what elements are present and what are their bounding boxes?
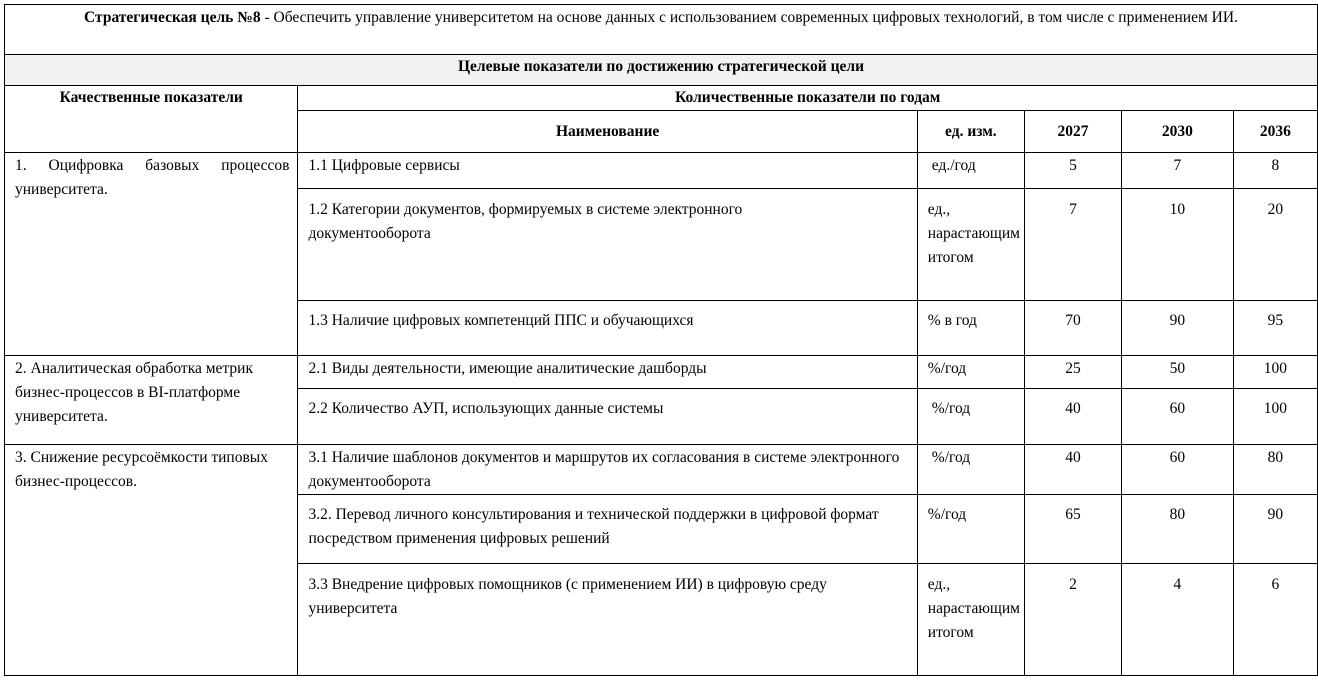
indicator-unit: %/год [917,356,1024,389]
value-2030: 50 [1121,356,1233,389]
value-2030: 4 [1121,564,1233,676]
header-name: Наименование [298,111,917,153]
value-2027: 7 [1024,189,1121,301]
value-2030: 10 [1121,189,1233,301]
value-2036: 6 [1233,564,1317,676]
header-year-2027: 2027 [1024,111,1121,153]
section-title: Целевые показатели по достижению стратегической цели [5,55,1318,86]
indicator-unit: %/год [917,389,1024,445]
value-2027: 70 [1024,301,1121,356]
section-title-row [5,55,1318,86]
value-2030: 90 [1121,301,1233,356]
goal-row [5,5,1318,55]
table-row [5,356,1318,389]
goal-cell [5,5,1318,55]
header-unit: ед. изм. [917,111,1024,153]
qualitative-indicator-1-line1: 1. Оцифровка базовых процессов [15,157,290,174]
value-2027: 2 [1024,564,1121,676]
value-2036: 100 [1233,356,1317,389]
value-2027: 5 [1024,153,1121,189]
indicator-unit: ед./год [917,153,1024,189]
indicator-name: 3.1 Наличие шаблонов документов и маршрутов их согласования в системе электронного документооборота [298,445,917,495]
indicator-name: 1.2 Категории документов, формируемых в системе электронного документооборота [298,189,917,301]
indicator-name: 3.3 Внедрение цифровых помощников (с применением ИИ) в цифровую среду университета [298,564,917,676]
value-2036: 100 [1233,389,1317,445]
value-2027: 25 [1024,356,1121,389]
header-year-2030: 2030 [1121,111,1233,153]
goal-separator: - [260,9,274,26]
indicator-name: 2.2 Количество АУП, использующих данные системы [298,389,917,445]
indicator-unit: ед., нарастающим итогом [917,564,1024,676]
header-year-2036: 2036 [1233,111,1317,153]
value-2030: 80 [1121,495,1233,564]
value-2027: 65 [1024,495,1121,564]
header-qualitative: Качественные показатели [5,86,298,153]
header-quantitative: Количественные показатели по годам [298,86,1318,111]
indicator-name: 1.1 Цифровые сервисы [298,153,917,189]
goal-label: Стратегическая цель №8 [84,9,261,26]
value-2027: 40 [1024,445,1121,495]
qualitative-indicator-2: 2. Аналитическая обработка метрик бизнес-процессов в BI-платформе университета. [5,356,298,445]
value-2036: 8 [1233,153,1317,189]
indicator-name: 3.2. Перевод личного консультирования и технической поддержки в цифровой формат посредством применения цифровых решений [298,495,917,564]
value-2030: 60 [1121,389,1233,445]
goal-text: Обеспечить управление университетом на основе данных с использованием современных цифровых технологий, в том числе с применением ИИ. [273,9,1238,26]
qualitative-indicator-3: 3. Снижение ресурсоёмкости типовых бизнес-процессов. [5,445,298,676]
table-row [5,153,1318,189]
value-2027: 40 [1024,389,1121,445]
indicator-unit: %/год [917,445,1024,495]
indicator-unit: % в год [917,301,1024,356]
indicator-name: 1.3 Наличие цифровых компетенций ППС и обучающихся [298,301,917,356]
indicator-unit: ед., нарастающим итогом [917,189,1024,301]
header-row-1 [5,86,1318,111]
value-2036: 95 [1233,301,1317,356]
strategic-goal-table [4,4,1318,676]
indicator-unit: %/год [917,495,1024,564]
qualitative-indicator-1-line2: университета. [15,181,108,198]
value-2030: 7 [1121,153,1233,189]
value-2036: 90 [1233,495,1317,564]
value-2030: 60 [1121,445,1233,495]
qualitative-indicator-1 [5,153,298,356]
table-row [5,445,1318,495]
value-2036: 80 [1233,445,1317,495]
indicator-name: 2.1 Виды деятельности, имеющие аналитические дашборды [298,356,917,389]
value-2036: 20 [1233,189,1317,301]
